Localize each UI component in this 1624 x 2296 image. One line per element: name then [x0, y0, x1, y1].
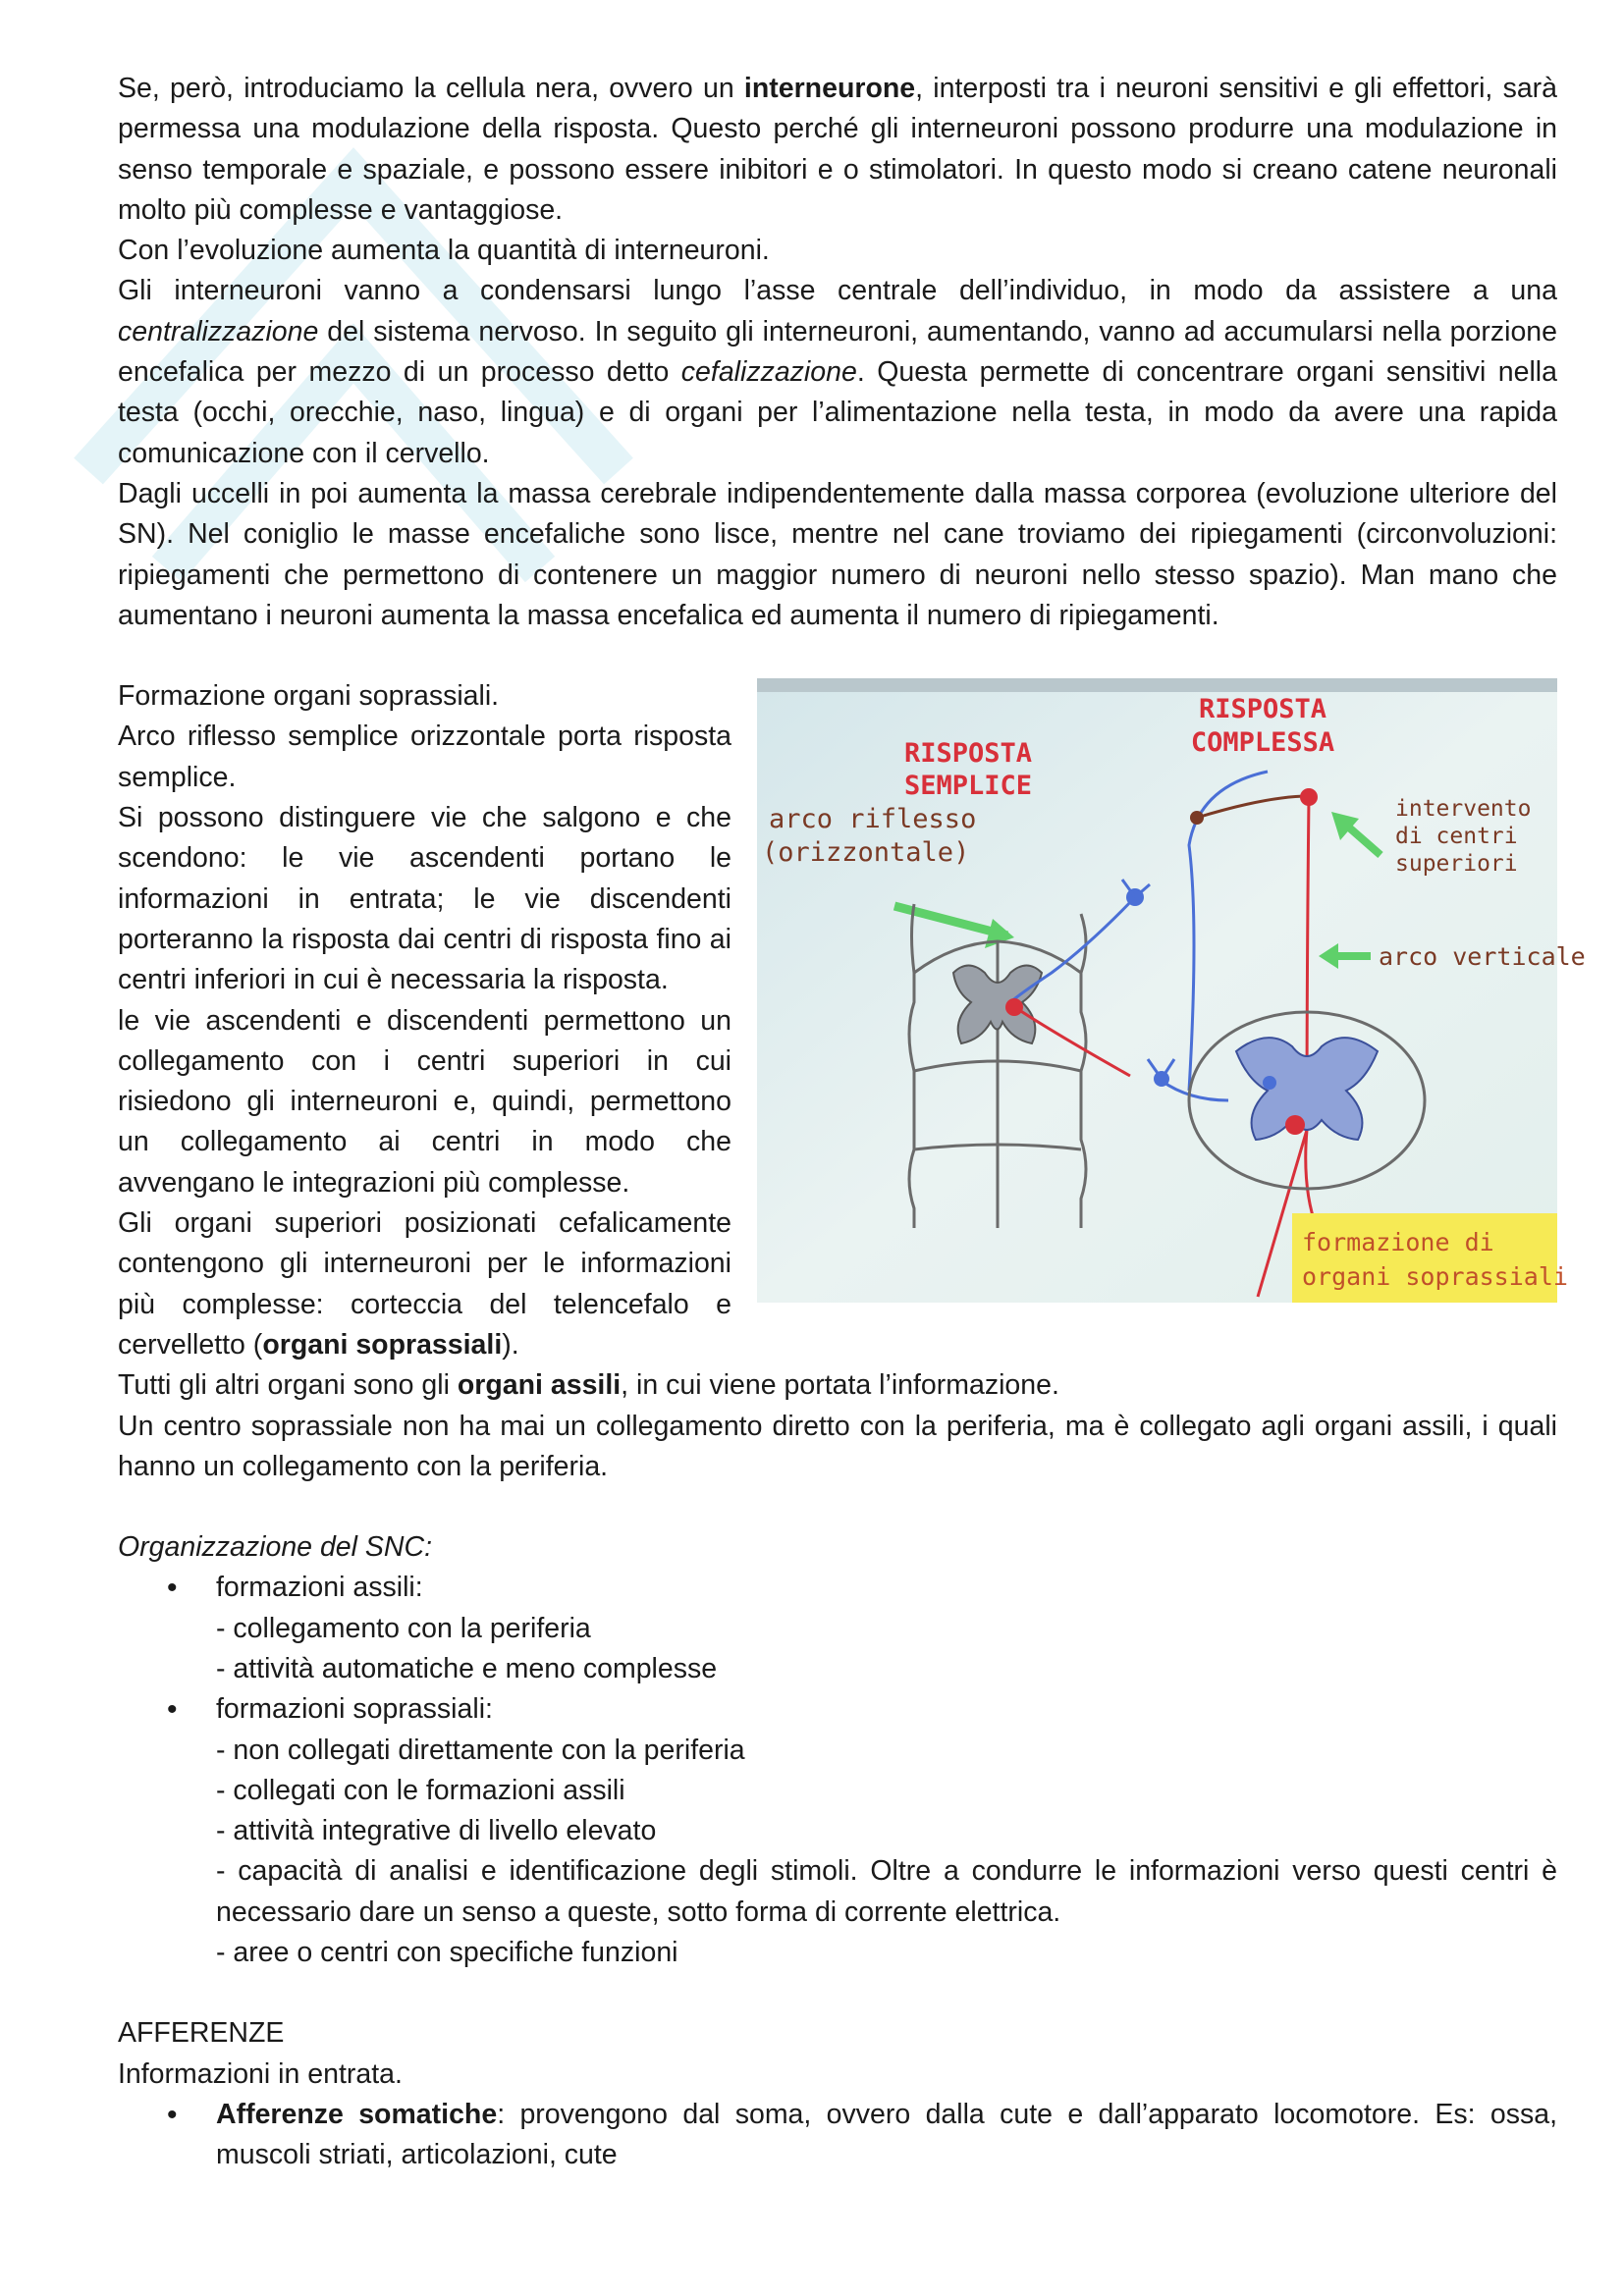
snc-list [118, 1568, 1557, 1973]
snc-soprassiali-sub-5: - aree o centri con specifiche funzioni [216, 1937, 678, 1969]
intro-paragraph-2: Con l’evoluzione aumenta la quantità di interneuroni. [118, 235, 770, 267]
snc-assili-item: • formazioni assili: [118, 1568, 1557, 1608]
afferenze-title: AFFERENZE [118, 2017, 285, 2050]
snc-soprassiali-sub-4: - capacità di analisi e identificazione degli stimoli. Oltre a condurre le informazioni verso questi centri è necessario dare un senso a queste, sotto forma di corrente elettrica. [216, 1855, 1557, 1928]
vertical-arc-label: arco verticale [1379, 942, 1586, 972]
snc-assili-sub-2: - attività automatiche e meno complesse [216, 1652, 718, 1684]
sovra-line-7: Un centro soprassiale non ha mai un collegamento diretto con la periferia, ma è collegato agli organi assili, i quali hanno un collegamento con la periferia. [118, 1410, 1557, 1482]
snc-soprassiali-sub-1: - non collegati direttamente con la periferia [216, 1734, 745, 1766]
snc-soprassiali-sub-3: - attività integrative di livello elevato [216, 1815, 657, 1847]
snc-soprassiali-item: • formazioni soprassiali: [118, 1689, 1557, 1730]
snc-title: Organizzazione del SNC: [118, 1531, 432, 1564]
sovra-line-3: Si possono distinguere vie che salgono e che scendono: le vie ascendenti portano le informazioni in entrata; le vie discendenti porteranno la risposta dai centri di risposta fino ai centri inferiori in cui è necessaria la risposta. [118, 802, 731, 996]
simple-response-label: RISPOSTA [903, 738, 1033, 770]
snc-soprassiali-sub-2: - collegati con le formazioni assili [216, 1774, 625, 1806]
horizontal-arc-label: arco riflesso [769, 804, 977, 835]
intro-paragraph-1: Se, però, introduciamo la cellula nera, ovvero un interneurone, interposti tra i neuroni sensitivi e gli effettori, sarà permessa una modulazione della risposta. Questo perché gli interneuroni possono produrre una modulazione in senso temporale e spaziale, e possono essere inibitori e o stimolatori. In questo modo si creano catene neuronali molto più complesse e vantaggiose. [118, 73, 1558, 226]
reflex-arc-diagram [757, 678, 1586, 1303]
intro-paragraph-3: Gli interneuroni vanno a condensarsi lungo l’asse centrale dell’individuo, in modo da assistere a una centralizzazione del sistema nervoso. In seguito gli interneuroni, aumentando, vanno ad accumularsi nella porzione encefalica per mezzo di un processo detto cefalizzazione. Questa permette di concentrare organi sensitivi nella testa (occhi, orecchie, naso, lingua) e di organi per l’alimentazione nella testa, in modo da avere una rapida comunicazione con il cervello. [118, 275, 1557, 469]
intro-paragraph-4: Dagli uccelli in poi aumenta la massa cerebrale indipendentemente dalla massa corporea (evoluzione ulteriore del SN). Nel coniglio le masse encefaliche sono lisce, mentre nel cane troviamo dei ripiegamenti (circonvoluzioni: ripiegamenti che permettono di contenere un maggior numero di neuroni nello stesso spazio). Man mano che aumentano i neuroni aumenta la massa encefalica ed aumenta il numero di ripiegamenti. [118, 477, 1557, 631]
sovra-line-4: le vie ascendenti e discendenti permettono un collegamento con i centri superiori in cui risiedono gli interneuroni e, quindi, permettono un collegamento ai centri in modo che avvengano le integrazioni più complesse. [118, 1004, 731, 1199]
reflex-arc-figure [757, 678, 1586, 1303]
afferenze-somatiche-item: • Afferenze somatiche: provengono dal soma, ovvero dalla cute e dall’apparato locomotore. Es: ossa, muscoli striati, articolazioni, cute [118, 2095, 1557, 2176]
horizontal-arc-label-2: (orizzontale) [762, 837, 970, 869]
sovra-line-6: Tutti gli altri organi sono gli organi assili, in cui viene portata l’informazione. [118, 1369, 1059, 1402]
complex-response-label: RISPOSTA [1198, 694, 1327, 725]
afferenze-subtitle: Informazioni in entrata. [118, 2057, 403, 2090]
sovra-line-2: Arco riflesso semplice orizzontale porta risposta semplice. [118, 721, 731, 793]
supra-organs-label-2: organi soprassiali [1302, 1262, 1568, 1292]
sovra-line-5: Gli organi superiori posizionati cefalicamente contengono gli interneuroni per le informazioni più complesse: corteccia del telencefalo e cervelletto (organi soprassiali). [118, 1207, 731, 1361]
simple-response-label-2: SEMPLICE [903, 771, 1033, 802]
afferenze-list [118, 2095, 1557, 2176]
complex-response-label-2: COMPLESSA [1190, 727, 1335, 759]
document-page [118, 69, 1586, 2176]
supra-organs-label: formazione di [1302, 1228, 1494, 1257]
sovra-line-1: Formazione organi soprassiali. [118, 680, 500, 713]
upper-centers-label: intervento [1395, 796, 1532, 823]
upper-centers-label-3: superiori [1395, 851, 1518, 878]
upper-centers-label-2: di centri [1395, 824, 1518, 850]
snc-assili-sub-1: - collegamento con la periferia [216, 1612, 591, 1644]
